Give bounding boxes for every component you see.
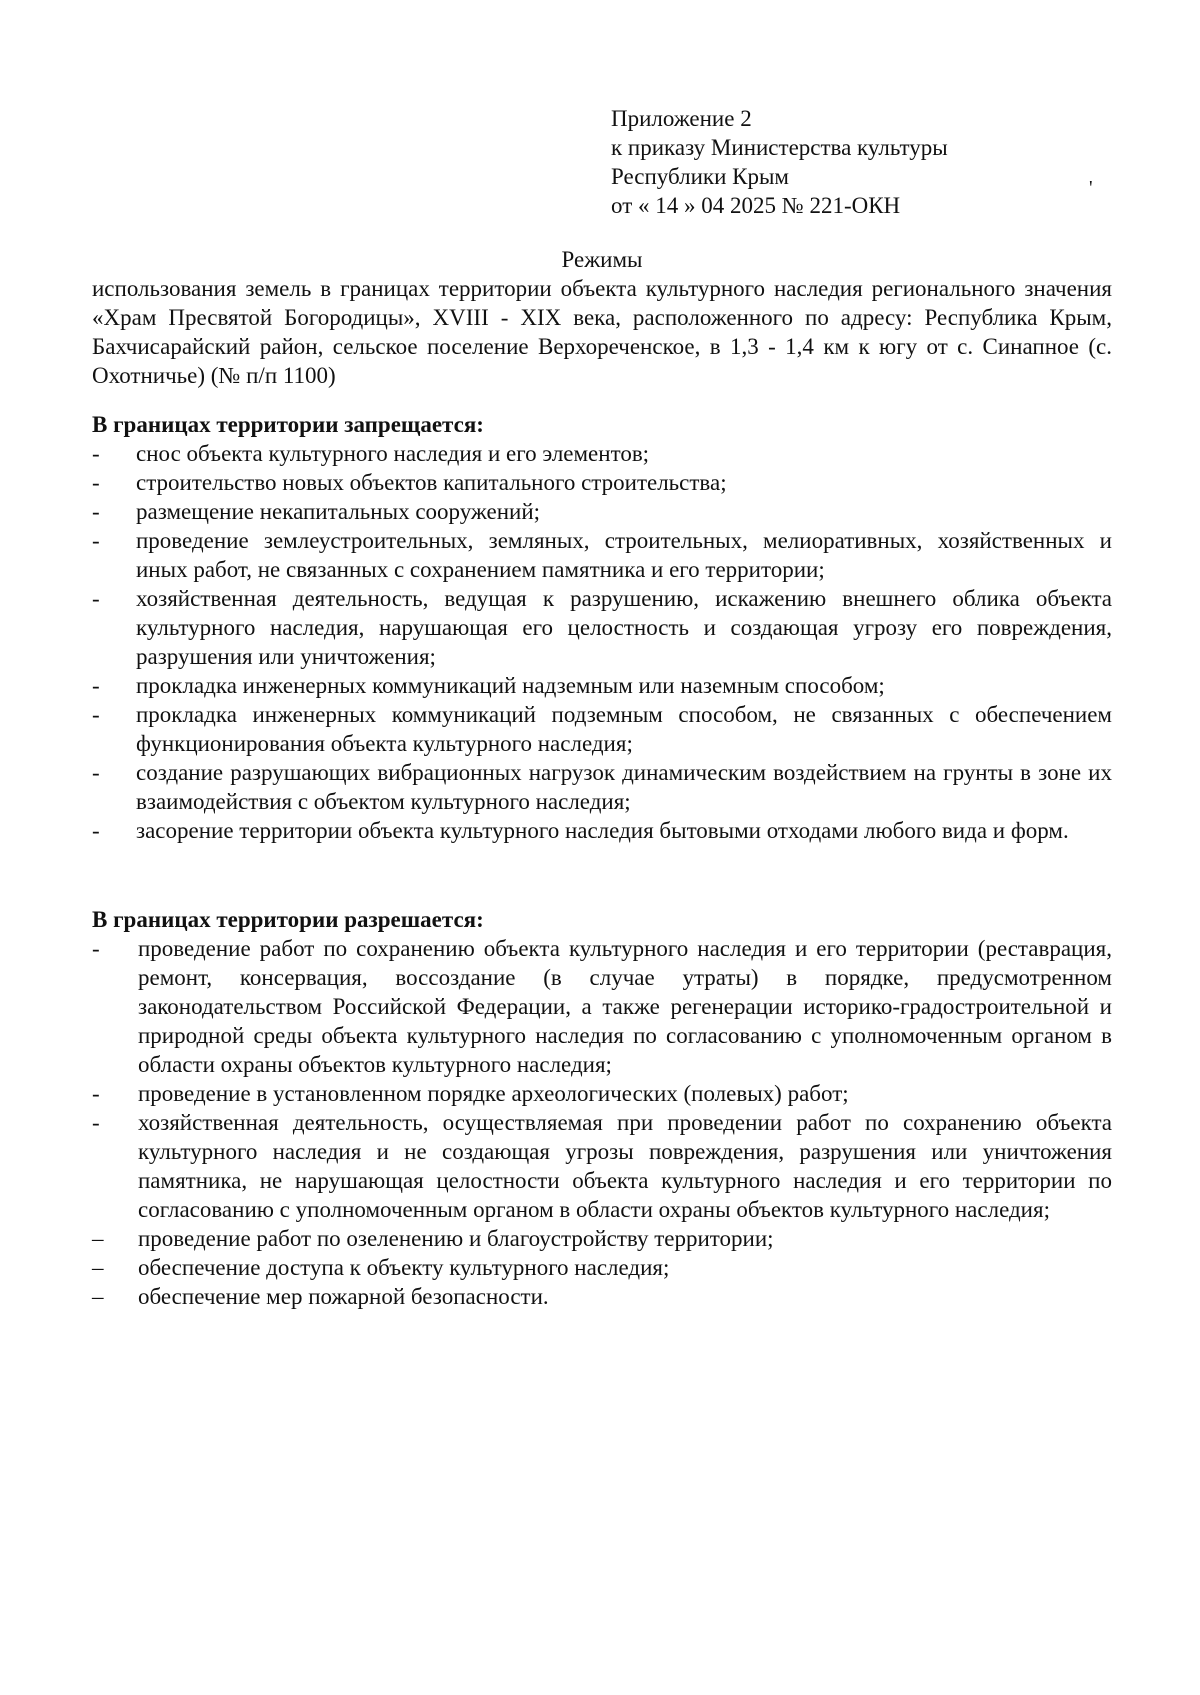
dash-marker: - [92, 441, 100, 466]
list-item [92, 1079, 1112, 1108]
list-item-text: создание разрушающих вибрационных нагрузок динамическим воздействием на грунты в зоне их взаимодействия с объектом культурного наследия; [136, 760, 1112, 814]
list-item-text: проведение в установленном порядке археологических (полевых) работ; [138, 1081, 849, 1106]
appendix-number: Приложение 2 [611, 106, 752, 131]
list-item [92, 1224, 1112, 1253]
dash-marker: - [92, 673, 100, 698]
list-item-text: строительство новых объектов капитального строительства; [136, 470, 727, 495]
list-item [92, 526, 1112, 584]
list-item [92, 758, 1112, 816]
list-item-text: хозяйственная деятельность, осуществляемая при проведении работ по сохранению объекта культурного наследия и не создающая угрозы повреждения, разрушения или уничтожения памятника, не нарушающая целостности объекта культурного наследия и его территории по согласованию с уполномоченным органом в области охраны объектов культурного наследия; [138, 1110, 1112, 1222]
list-item [92, 934, 1112, 1079]
dash-marker: - [92, 528, 100, 553]
list-item-text: проведение землеустроительных, земляных, строительных, мелиоративных, хозяйственных и иных работ, не связанных с сохранением памятника и его территории; [136, 528, 1112, 582]
allowed-list [92, 934, 1112, 1311]
list-item-text: проведение работ по сохранению объекта культурного наследия и его территории (реставрация, ремонт, консервация, воссоздание (в случае утраты) в порядке, предусмотренном законодательством Российской Федерации, а также регенерации историко-градостроительной и природной среды объекта культурного наследия по согласованию с уполномоченным органом в области охраны объектов культурного наследия; [138, 936, 1112, 1077]
list-item-text: проведение работ по озеленению и благоустройству территории; [138, 1226, 774, 1251]
dash-marker: - [92, 1081, 100, 1106]
dash-marker: - [92, 499, 100, 524]
list-item-text: засорение территории объекта культурного наследия бытовыми отходами любого вида и форм. [136, 818, 1069, 843]
list-item-text: обеспечение мер пожарной безопасности. [138, 1284, 549, 1309]
list-item-text: прокладка инженерных коммуникаций подземным способом, не связанных с обеспечением функционирования объекта культурного наследия; [136, 702, 1112, 756]
list-item [92, 1253, 1112, 1282]
appendix-order-line: к приказу Министерства культуры [611, 135, 948, 160]
dash-marker: - [92, 1110, 100, 1135]
list-item [92, 671, 1112, 700]
document-title: Режимы [561, 247, 643, 272]
dash-marker: – [92, 1284, 104, 1309]
list-item [92, 439, 1112, 468]
dash-marker: – [92, 1226, 104, 1251]
list-item-text: размещение некапитальных сооружений; [136, 499, 541, 524]
document-intro: использования земель в границах территории объекта культурного наследия регионального значения «Храм Пресвятой Богородицы», XVIII - XIX века, расположенного по адресу: Республика Крым, Бахчисарайский район, сельское поселение Верхореченское, в 1,3 - 1,4 км к югу от с. Синапное (с. Охотничье) (№ п/п 1100) [92, 276, 1112, 388]
appendix-date-number: от « 14 » 04 2025 № 221-ОКН [611, 193, 901, 218]
list-item [92, 816, 1112, 845]
appendix-header [611, 104, 1071, 220]
list-item [92, 497, 1112, 526]
list-item [92, 584, 1112, 671]
list-item [92, 1108, 1112, 1224]
list-item-text: обеспечение доступа к объекту культурного наследия; [138, 1255, 670, 1280]
list-item [92, 1282, 1112, 1311]
dash-marker: - [92, 936, 100, 961]
list-item [92, 700, 1112, 758]
prohibited-list [92, 439, 1112, 845]
allowed-heading: В границах территории разрешается: [92, 907, 484, 932]
dash-marker: - [92, 760, 100, 785]
list-item [92, 468, 1112, 497]
dash-marker: - [92, 818, 100, 843]
list-item-text: снос объекта культурного наследия и его элементов; [136, 441, 650, 466]
dash-marker: - [92, 470, 100, 495]
dash-marker: - [92, 586, 100, 611]
dash-marker: – [92, 1255, 104, 1280]
list-item-text: прокладка инженерных коммуникаций надземным или наземным способом; [136, 673, 885, 698]
prohibited-heading: В границах территории запрещается: [92, 412, 484, 437]
stray-mark: ' [1089, 177, 1093, 199]
appendix-republic-line: Республики Крым [611, 164, 789, 189]
dash-marker: - [92, 702, 100, 727]
list-item-text: хозяйственная деятельность, ведущая к разрушению, искажению внешнего облика объекта культурного наследия, нарушающая его целостность и создающая угрозу его повреждения, разрушения или уничтожения; [136, 586, 1112, 669]
